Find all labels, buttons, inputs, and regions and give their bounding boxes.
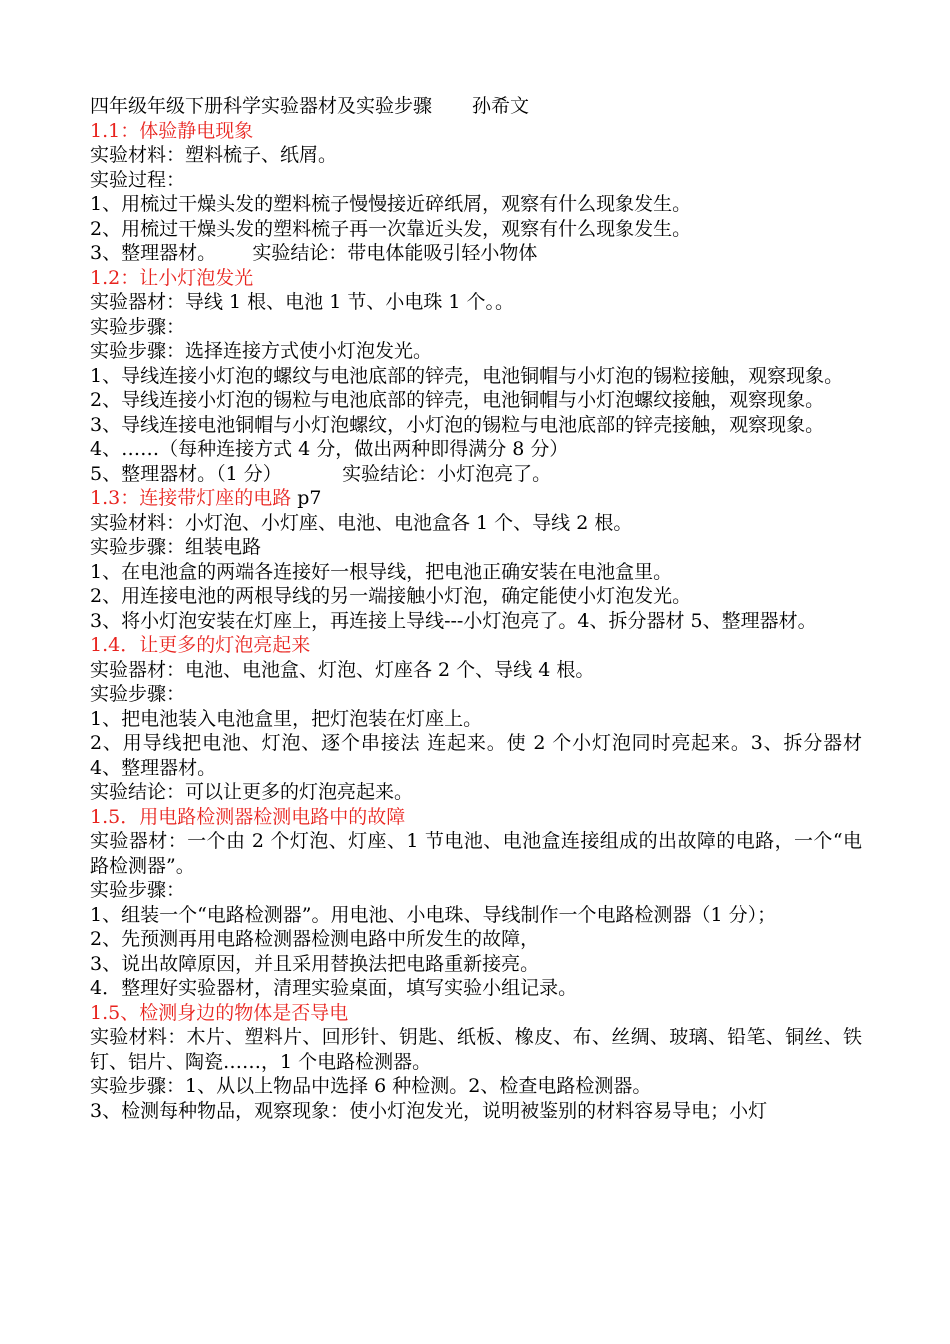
- section-line: 1、导线连接小灯泡的螺纹与电池底部的锌壳，电池铜帽与小灯泡的锡粒接触，观察现象。: [90, 364, 844, 387]
- section-line: 4．整理好实验器材，清理实验桌面，填写实验小组记录。: [90, 977, 578, 999]
- section-line: 实验器材：电池、电池盒、灯泡、灯座各 2 个、导线 4 根。: [90, 658, 595, 681]
- section-line: 3、将小灯泡安装在灯座上，再连接上导线---小灯泡亮了。4、拆分器材 5、整理器材。: [90, 609, 817, 632]
- section-line: 实验步骤：: [90, 315, 186, 338]
- section-line: 3、检测每种物品，观察现象：使小灯泡发光，说明被鉴别的材料容易导电；小灯: [90, 1099, 768, 1122]
- section-heading: 1.4．让更多的灯泡亮起来: [90, 634, 311, 656]
- section-line: 实验步骤：组装电路: [90, 536, 262, 558]
- section-line: 2、先预测再用电路检测器检测电路中所发生的故障，: [90, 928, 540, 950]
- section-line: 3、整理器材。 实验结论：带电体能吸引轻小物体: [90, 242, 538, 264]
- section-line: 1、组装一个“电路检测器”。用电池、小电珠、导线制作一个电路检测器（1 分）；: [90, 903, 777, 926]
- section-line: 4、……（每种连接方式 4 分，做出两种即得满分 8 分）: [90, 438, 569, 460]
- section-line: 实验步骤：: [90, 879, 186, 901]
- section-line: 实验步骤：: [90, 683, 186, 705]
- section-line: 2、用导线把电池、灯泡、逐个串接法 连起来。使 2 个小灯泡同时亮起来。3、拆分器材 4、整理器材。: [90, 732, 862, 779]
- section-heading: 1.5、检测身边的物体是否导电: [90, 1001, 349, 1024]
- section-line: 实验器材：一个由 2 个灯泡、灯座、1 节电池、电池盒连接组成的出故障的电路，一个“电路检测器”。: [90, 830, 862, 877]
- document-title: 四年级年级下册科学实验器材及实验步骤: [90, 95, 433, 117]
- section-line: 3、说出故障原因，并且采用替换法把电路重新接亮。: [90, 952, 540, 975]
- section-line: 实验过程：: [90, 168, 186, 191]
- document-author: 孙希文: [472, 95, 530, 117]
- section-heading-line: [90, 486, 862, 511]
- section-line: 2、用梳过干燥头发的塑料梳子再一次靠近头发，观察有什么现象发生。: [90, 217, 692, 240]
- section-line: 1、用梳过干燥头发的塑料梳子慢慢接近碎纸屑，观察有什么现象发生。: [90, 193, 692, 215]
- section-line: 2、导线连接小灯泡的锡粒与电池底部的锌壳，电池铜帽与小灯泡螺纹接触，观察现象。: [90, 389, 825, 411]
- section-line: 2、用连接电池的两根导线的另一端接触小灯泡，确定能使小灯泡发光。: [90, 585, 692, 607]
- document-page: [90, 94, 862, 1123]
- section-line: 1、把电池装入电池盒里，把灯泡装在灯座上。: [90, 707, 483, 730]
- document-title-line: [90, 94, 862, 119]
- section-line: 实验器材：导线 1 根、电池 1 节、小电珠 1 个。。: [90, 291, 515, 313]
- section-heading: 1.2：让小灯泡发光: [90, 266, 254, 289]
- section-heading: 1.1：体验静电现象: [90, 119, 254, 142]
- section-line: 实验结论：可以让更多的灯泡亮起来。: [90, 781, 414, 803]
- section-line: 5、整理器材。（1 分） 实验结论：小灯泡亮了。: [90, 462, 552, 485]
- section-line: 实验步骤：选择连接方式使小灯泡发光。: [90, 340, 433, 362]
- section-line: 实验步骤：1、从以上物品中选择 6 种检测。2、检查电路检测器。: [90, 1075, 652, 1097]
- section-line: 3、导线连接电池铜帽与小灯泡螺纹，小灯泡的锡粒与电池底部的锌壳接触，观察现象。: [90, 413, 825, 436]
- section-line: 实验材料：塑料梳子、纸屑。: [90, 144, 338, 166]
- section-line: 实验材料：小灯泡、小灯座、电池、电池盒各 1 个、导线 2 根。: [90, 511, 633, 534]
- section-heading: 1.3：连接带灯座的电路: [90, 487, 292, 509]
- section-line: 实验材料：木片、塑料片、回形针、钥匙、纸板、橡皮、布、丝绸、玻璃、铅笔、铜丝、铁钉、铝片、陶瓷……，1 个电路检测器。: [90, 1026, 862, 1073]
- section-heading: 1.5．用电路检测器检测电路中的故障: [90, 805, 406, 828]
- section-heading-suffix: p7: [291, 487, 322, 509]
- section-line: 1、在电池盒的两端各连接好一根导线，把电池正确安装在电池盒里。: [90, 560, 673, 583]
